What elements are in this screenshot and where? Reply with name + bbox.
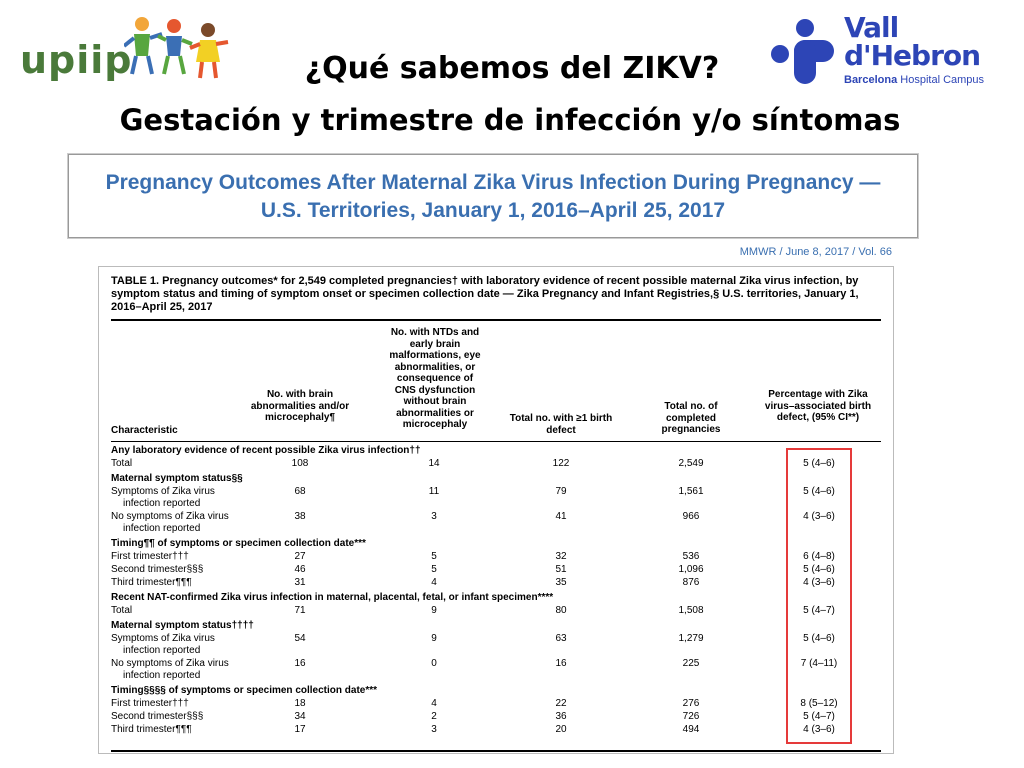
table-cell-c5: 5 (4–7) (803, 605, 835, 616)
row-label: Total (111, 605, 133, 616)
percentage-highlight-box (786, 448, 852, 744)
row-label: Symptoms of Zika virus (111, 486, 215, 497)
row-label: Second trimester§§§ (111, 564, 204, 575)
table-cell-c1: 31 (294, 577, 306, 588)
table-cell-c4: 536 (682, 551, 700, 562)
table-cell-c3: 16 (555, 658, 567, 669)
row-label-continued: infection reported (123, 670, 201, 681)
header-total-birth-defect: Total no. with ≥1 birth defect (509, 413, 613, 436)
header-total-pregnancies: Total no. of completed pregnancies (661, 401, 721, 435)
row-label: First trimester††† (111, 551, 189, 562)
table-cell-c1: 38 (294, 511, 306, 522)
header-brain-abnormalities: No. with brain abnormalities and/or microcephaly¶ (250, 389, 350, 423)
table-cell-c2: 14 (428, 458, 440, 469)
table-cell-c1: 17 (294, 724, 306, 735)
table-cell-c5: 4 (3–6) (803, 577, 835, 588)
table-bottom-rule (111, 750, 881, 752)
table-header-rule (111, 441, 881, 442)
table-cell-c2: 2 (431, 711, 437, 722)
table-cell-c2: 5 (431, 551, 437, 562)
vall-dhebron-name: Vall d'Hebron (844, 11, 981, 72)
vall-dhebron-subtitle: Barcelona Hospital Campus (844, 74, 985, 86)
table-cell-c4: 1,508 (678, 605, 704, 616)
table-cell-c2: 11 (428, 486, 440, 497)
table-cell-c2: 9 (431, 633, 437, 644)
table-cell-c1: 27 (294, 551, 306, 562)
table-cell-c2: 4 (431, 577, 437, 588)
row-label: Second trimester§§§ (111, 711, 204, 722)
row-label-continued: infection reported (123, 645, 201, 656)
table-cell-c4: 966 (682, 511, 700, 522)
row-label: Third trimester¶¶¶ (111, 577, 192, 588)
row-label: Maternal symptom status§§ (111, 473, 243, 484)
header-ntds: No. with NTDs and early brain malformations, eye abnormalities, or consequence of CNS dysfunction without brain abnormalities or microcephaly (389, 327, 481, 430)
table-cell-c3: 63 (555, 633, 567, 644)
table-cell-c2: 4 (431, 698, 437, 709)
report-title-box (68, 154, 918, 238)
table-cell-c2: 9 (431, 605, 437, 616)
table-cell-c5: 5 (4–6) (803, 633, 835, 644)
header-percentage: Percentage with Zika virus–associated birth defect, (95% CI**) (764, 389, 872, 423)
table-cell-c3: 32 (555, 551, 567, 562)
table-cell-c1: 108 (291, 458, 309, 469)
table-cell-c3: 41 (555, 511, 567, 522)
table-cell-c3: 80 (555, 605, 567, 616)
table-cell-c4: 2,549 (678, 458, 704, 469)
mmwr-citation: MMWR / June 8, 2017 / Vol. 66 (739, 246, 892, 258)
table-cell-c4: 876 (682, 577, 700, 588)
table-cell-c1: 54 (294, 633, 306, 644)
table-cell-c4: 726 (682, 711, 700, 722)
table-cell-c4: 1,096 (678, 564, 704, 575)
table-cell-c1: 16 (294, 658, 306, 669)
table-cell-c1: 68 (294, 486, 306, 497)
table-cell-c1: 34 (294, 711, 306, 722)
row-label: First trimester††† (111, 698, 189, 709)
row-label: Third trimester¶¶¶ (111, 724, 192, 735)
table-cell-c2: 5 (431, 564, 437, 575)
row-label: Symptoms of Zika virus (111, 633, 215, 644)
table-cell-c2: 3 (431, 511, 437, 522)
row-label: Total (111, 458, 133, 469)
table-cell-c3: 122 (552, 458, 570, 469)
table-cell-c4: 1,561 (678, 486, 704, 497)
table-cell-c3: 22 (555, 698, 567, 709)
row-label: Any laboratory evidence of recent possible Zika virus infection†† (111, 445, 421, 456)
table-cell-c3: 79 (555, 486, 567, 497)
table-cell-c5: 7 (4–11) (800, 658, 838, 669)
report-title: Pregnancy Outcomes After Maternal Zika Virus Infection During Pregnancy — U.S. Territories, January 1, 2016–April 25, 2017 (105, 171, 881, 222)
table-cell-c3: 51 (555, 564, 567, 575)
header-characteristic: Characteristic (111, 425, 178, 436)
table-cell-c4: 1,279 (678, 633, 704, 644)
table-cell-c5: 5 (4–6) (803, 486, 835, 497)
table-cell-c3: 20 (555, 724, 567, 735)
outcomes-table (98, 266, 894, 754)
table-cell-c2: 3 (431, 724, 437, 735)
slide-title: ¿Qué sabemos del ZIKV? (304, 51, 720, 86)
row-label: No symptoms of Zika virus (111, 658, 229, 669)
table-cell-c3: 35 (555, 577, 567, 588)
table-cell-c5: 5 (4–6) (803, 458, 835, 469)
table-cell-c1: 46 (294, 564, 306, 575)
row-label-continued: infection reported (123, 498, 201, 509)
table-caption: TABLE 1. Pregnancy outcomes* for 2,549 completed pregnancies† with laboratory evidence of recent possible maternal Zika virus infection, by symptom status and timing of symptom onset or specimen collection date — Zika Pregnancy and Infant Registries,§ U.S. territories, January 1, 2016–April 25, 2017 (111, 275, 859, 313)
row-label-continued: infection reported (123, 523, 201, 534)
table-cell-c2: 0 (431, 658, 437, 669)
table-cell-c4: 276 (682, 698, 700, 709)
table-top-rule (111, 319, 881, 321)
table-cell-c5: 4 (3–6) (803, 724, 835, 735)
table-cell-c5: 8 (5–12) (800, 698, 838, 709)
row-label: Maternal symptom status†††† (111, 620, 254, 631)
table-cell-c5: 6 (4–8) (803, 551, 835, 562)
row-label: No symptoms of Zika virus (111, 511, 229, 522)
table-cell-c5: 5 (4–7) (803, 711, 835, 722)
row-label: Recent NAT-confirmed Zika virus infection in maternal, placental, fetal, or infant specimen**** (111, 592, 554, 603)
table-cell-c4: 494 (682, 724, 700, 735)
upiip-logo-text: upiip (20, 38, 133, 82)
table-cell-c3: 36 (555, 711, 567, 722)
table-cell-c1: 71 (294, 605, 306, 616)
row-label: Timing¶¶ of symptoms or specimen collection date*** (111, 538, 366, 549)
slide-subtitle: Gestación y trimestre de infección y/o síntomas (119, 103, 901, 137)
table-cell-c5: 4 (3–6) (803, 511, 835, 522)
row-label: Timing§§§§ of symptoms or specimen collection date*** (111, 685, 378, 696)
table-cell-c4: 225 (682, 658, 700, 669)
table-cell-c1: 18 (294, 698, 306, 709)
table-cell-c5: 5 (4–6) (803, 564, 835, 575)
